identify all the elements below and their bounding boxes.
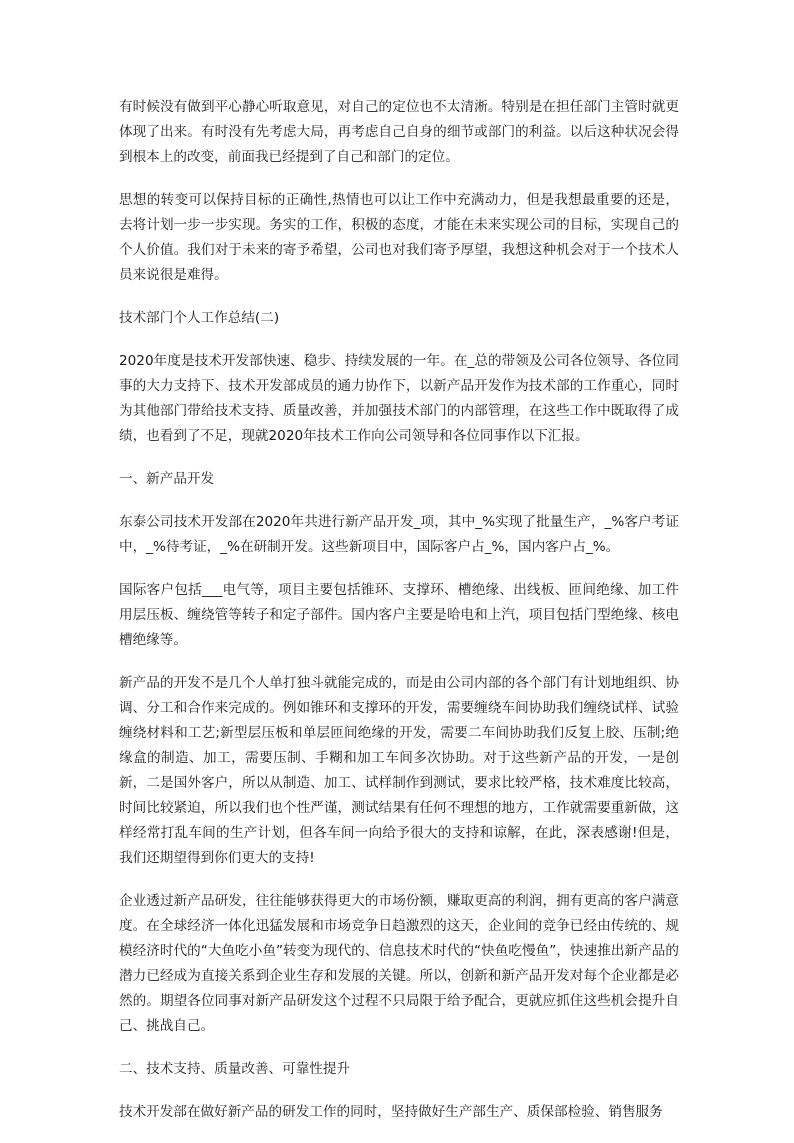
- paragraph: 2020年度是技术开发部快速、稳步、持续发展的一年。在_总的带领及公司各位领导、各位同事的大力支持下、技术开发部成员的通力协作下，以新产品开发作为技术部的工作重心，同时为其他部门带给技术支持、质量改善，并加强技术部门的内部管理，在这些工作中既取得了成绩，也看到了不足，现就2020年技术工作向公司领导和各位同事作以下汇报。: [119, 353, 679, 444]
- paragraph: 企业透过新产品研发，往往能够获得更大的市场份额，赚取更高的利润，拥有更高的客户满意度。在全球经济一体化迅猛发展和市场竞争日趋激烈的这天，企业间的竞争已经由传统的、规模经济时代的“大鱼吃小鱼”转变为现代的、信息技术时代的“快鱼吃慢鱼”，快速推出新产品的潜力已经成为直接关系到企业生存和发展的关键。所以，创新和新产品开发对每个企业都是必然的。期望各位同事对新产品研发这个过程不只局限于给予配合，更就应抓住这些机会提升自己、挑战自己。: [119, 893, 679, 1034]
- section-heading: 二、技术支持、质量改善、可靠性提升: [119, 1061, 351, 1077]
- paragraph: 东泰公司技术开发部在2020年共进行新产品开发_项，其中_%实现了批量生产，_%客户考证中，_%待考证，_%在研制开发。这些新项目中，国际客户占_%，国内客户占_%。: [119, 514, 679, 555]
- section-title: 技术部门个人工作总结(二): [119, 310, 280, 326]
- paragraph: 国际客户包括___电气等，项目主要包括锥环、支撑环、槽绝缘、出线板、匝间绝缘、加工件用层压板、缠绕管等转子和定子部件。国内客户主要是哈电和上汽，项目包括门型绝缘、核电槽绝缘等。: [119, 582, 679, 648]
- paragraph: 有时候没有做到平心静心听取意见，对自己的定位也不太清淅。特别是在担任部门主管时就更体现了出来。有时没有先考虑大局，再考虑自己自身的细节或部门的利益。以后这种状况会得到根本上的改变，前面我已经提到了自己和部门的定位。: [119, 99, 679, 165]
- paragraph: 新产品的开发不是几个人单打独斗就能完成的，而是由公司内部的各个部门有计划地组织、协调、分工和合作来完成的。例如锥环和支撑环的开发，需要缠绕车间协助我们缠绕试样、试验缠绕材料和工艺;新型层压板和单层匝间绝缘的开发，需要二车间协助我们反复上胶、压制;绝缘盒的制造、加工，需要压制、手糊和加工车间多次协助。对于这些新产品的开发，一是创新，二是国外客户，所以从制造、加工、试样制作到测试，要求比较严格，技术难度比较高，时间比较紧迫，所以我们也个性严谨，测试结果有任何不理想的地方，工作就需要重新做，这样经常打乱车间的生产计划，但各车间一向给予很大的支持和谅解，在此，深表感谢!但是，我们还期望得到你们更大的支持!: [119, 675, 679, 866]
- document-page: [119, 95, 679, 1143]
- paragraph: 思想的转变可以保持目标的正确性,热情也可以让工作中充满动力，但是我想最重要的还是，去将计划一步一步实现。务实的工作，积极的态度，才能在未来实现公司的目标，实现自己的个人价值。我们对于未来的寄予希望，公司也对我们寄予厚望，我想这种机会对于一个技术人员来说很是难得。: [119, 192, 679, 283]
- paragraph: 技术开发部在做好新产品的研发工作的同时，坚持做好生产部生产、质保部检验、销售服务: [119, 1104, 663, 1120]
- section-heading: 一、新产品开发: [119, 471, 215, 487]
